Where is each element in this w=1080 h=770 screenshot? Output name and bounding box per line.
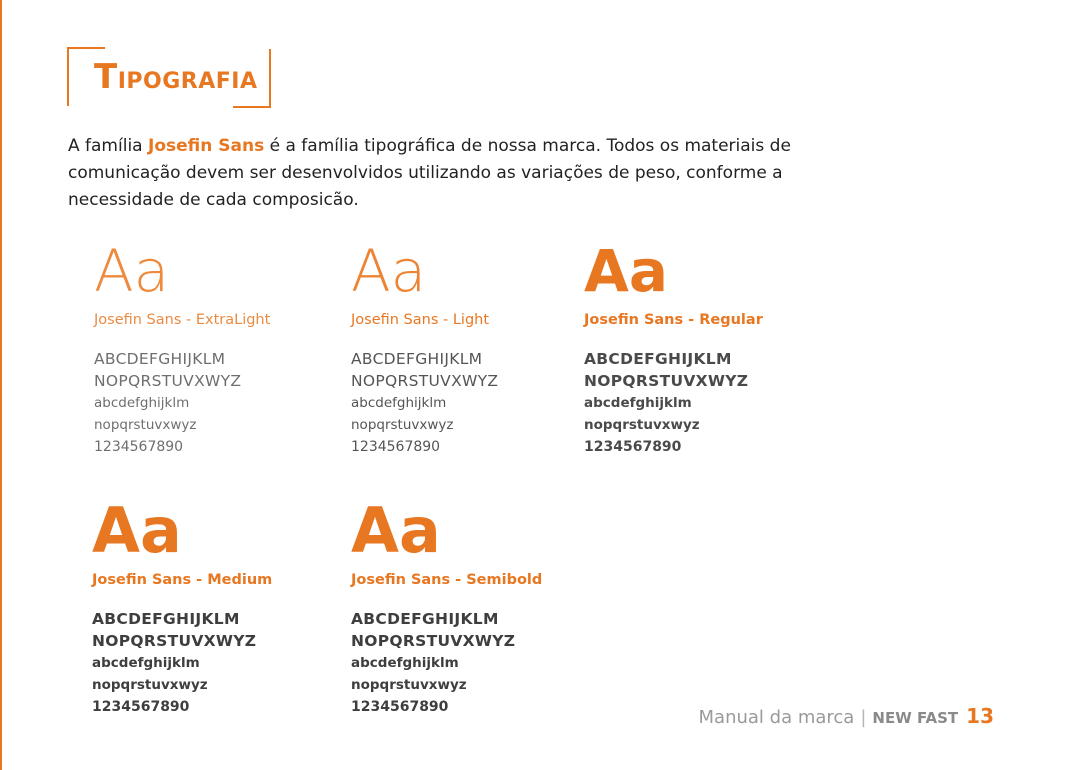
glyphs-lower-2: nopqrstuvxwyz (92, 677, 208, 693)
intro-text-before: A família (68, 136, 148, 156)
specimen-name: Josefin Sans - Regular (584, 312, 763, 328)
footer-brand: NEW FAST (872, 709, 959, 727)
specimen-name: Josefin Sans - Medium (92, 572, 273, 588)
page-footer (699, 703, 994, 731)
specimen-regular (584, 237, 824, 458)
specimen-sample: Aa (584, 237, 669, 305)
intro-text-after: é a família tipográfica de nossa marca. Todos os materiais de comunicação devem ser desenvolvidos utilizando as variações de peso, conforme a necessidade de cada composicão. (68, 136, 791, 210)
glyphs-lower-2: nopqrstuvxwyz (351, 417, 454, 433)
specimen-sample: Aa (351, 494, 441, 567)
specimen-name: Josefin Sans - ExtraLight (94, 312, 271, 328)
left-accent-rule (0, 0, 2, 770)
glyphs-digits: 1234567890 (351, 699, 449, 715)
specimen-sample: Aa (94, 237, 170, 305)
glyphs-upper-1: ABCDEFGHIJKLM (351, 610, 499, 628)
glyphs-lower-2: nopqrstuvxwyz (351, 677, 467, 693)
specimen-glyphs (94, 348, 334, 458)
specimen-light (351, 237, 591, 458)
specimen-glyphs (584, 348, 824, 458)
glyphs-upper-2: NOPQRSTUVXWYZ (351, 372, 499, 390)
glyphs-digits: 1234567890 (92, 699, 190, 715)
page-title-initial: T (94, 57, 118, 97)
specimen-sample: Aa (92, 494, 182, 567)
page-number: 13 (966, 704, 994, 728)
specimen-extralight (94, 237, 334, 458)
page-title-rest: IPOGRAFIA (117, 69, 258, 94)
glyphs-lower-1: abcdefghijklm (351, 395, 447, 411)
specimen-name: Josefin Sans - Light (351, 312, 490, 328)
glyphs-digits: 1234567890 (351, 439, 441, 455)
glyphs-lower-1: abcdefghijklm (94, 395, 190, 411)
glyphs-upper-2: NOPQRSTUVXWYZ (584, 372, 749, 390)
intro-font-highlight: Josefin Sans (148, 136, 265, 156)
specimen-glyphs (351, 348, 591, 458)
intro-paragraph (68, 133, 848, 214)
glyphs-upper-2: NOPQRSTUVXWYZ (94, 372, 242, 390)
specimen-medium (92, 494, 332, 718)
footer-separator: | (860, 707, 867, 728)
footer-manual-label: Manual da marca (698, 707, 855, 728)
glyphs-upper-1: ABCDEFGHIJKLM (92, 610, 240, 628)
title-frame (67, 47, 271, 108)
specimen-name: Josefin Sans - Semibold (351, 572, 543, 588)
glyphs-upper-1: ABCDEFGHIJKLM (351, 350, 483, 368)
glyphs-lower-2: nopqrstuvxwyz (94, 417, 197, 433)
glyphs-lower-1: abcdefghijklm (92, 655, 200, 671)
glyphs-upper-2: NOPQRSTUVXWYZ (92, 632, 257, 650)
glyphs-digits: 1234567890 (94, 439, 184, 455)
specimen-glyphs (351, 608, 591, 718)
glyphs-lower-2: nopqrstuvxwyz (584, 417, 700, 433)
specimen-glyphs (92, 608, 332, 718)
specimen-semibold (351, 494, 591, 718)
glyphs-upper-1: ABCDEFGHIJKLM (584, 350, 732, 368)
glyphs-lower-1: abcdefghijklm (584, 395, 692, 411)
glyphs-digits: 1234567890 (584, 439, 682, 455)
page-title (94, 57, 258, 98)
glyphs-lower-1: abcdefghijklm (351, 655, 459, 671)
glyphs-upper-1: ABCDEFGHIJKLM (94, 350, 226, 368)
glyphs-upper-2: NOPQRSTUVXWYZ (351, 632, 516, 650)
specimen-sample: Aa (351, 237, 427, 305)
